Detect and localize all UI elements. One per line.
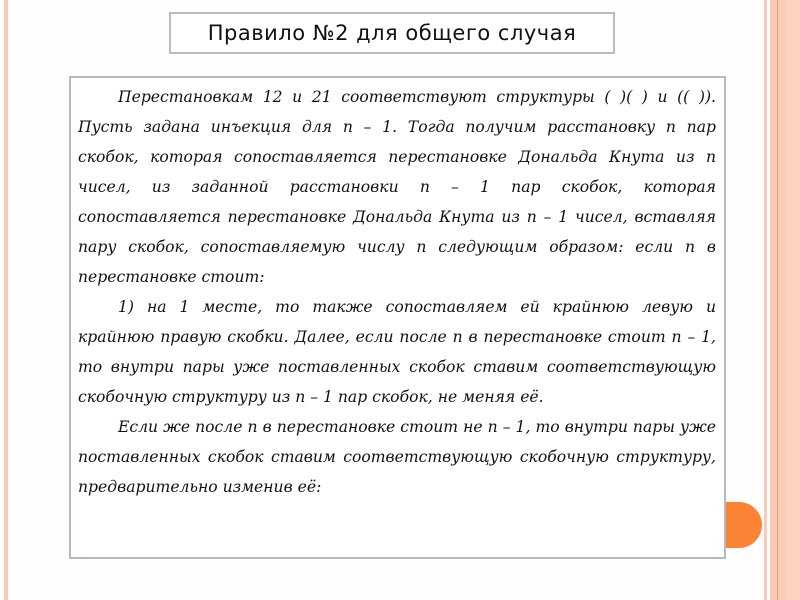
paragraph-case-2: Если же после n в перестановке стоит не n – 1, то внутри пары уже поставленных скобок ставим соответствующую скобочную структуру, предварительно изменив её: [78, 418, 716, 496]
orange-semicircle-decoration [726, 502, 762, 548]
paragraph-intro: Перестановкам 12 и 21 соответствуют структуры ( )( ) и (( )). Пусть задана инъекция для n – 1. Тогда получим расстановку n пар скобок, которая сопоставляется перестановке Дональда Кнута из n чисел, из заданной расстановки n – 1 пар скобок, которая сопоставляется перестановке Дональда Кнута из n – 1 чисел, вставляя пару скобок, сопоставляемую числу n следующим образом: если n в перестановке стоит: [78, 88, 716, 286]
slide-body-text [78, 82, 716, 502]
slide-title: Правило №2 для общего случая [207, 21, 577, 45]
left-decorative-stripe [4, 0, 8, 600]
stripe [770, 0, 777, 600]
slide-title-box [169, 12, 615, 54]
stripe [764, 0, 767, 600]
slide-content-box [69, 76, 726, 559]
right-decorative-stripes [764, 0, 800, 600]
stripe [786, 0, 800, 600]
stripe-line [777, 0, 778, 600]
paragraph-case-1: 1) на 1 месте, то также сопоставляем ей крайнюю левую и крайнюю правую скобки. Далее, если после n в перестановке стоит n – 1, то внутри пары уже поставленных скобок ставим соответствующую скобочную структуру из n – 1 пар скобок, не меняя её. [78, 298, 716, 406]
